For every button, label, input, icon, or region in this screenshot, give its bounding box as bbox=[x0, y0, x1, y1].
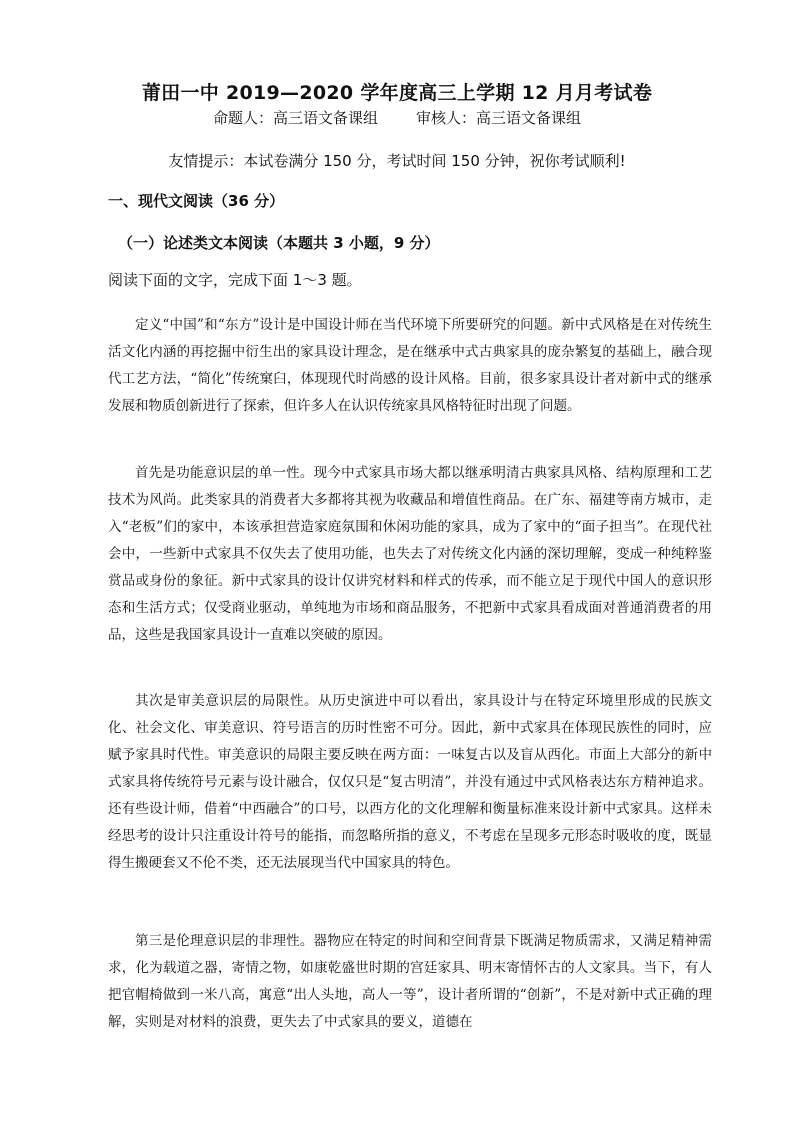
passage-paragraph-2: 首先是功能意识层的单一性。现今中式家具市场大都以继承明清古典家具风格、结构原理和工艺技术为风尚。此类家具的消费者大多都将其视为收藏品和增值性商品。在广东、福建等南方城市，走入“老板”们的家中，本该承担营造家庭氛围和休闲功能的家具，成为了家中的“面子担当”。在现代社会中，一些新中式家具不仅失去了使用功能，也失去了对传统文化内涵的深切理解，变成一种纯粹鉴赏品或身份的象征。新中式家具的设计仅讲究材料和样式的传承，而不能立足于现代中国人的意识形态和生活方式；仅受商业驱动，单纯地为市场和商品服务，不把新中式家具看成面对普通消费者的用品，这些是我国家具设计一直难以突破的原因。 bbox=[108, 465, 712, 643]
passage-paragraph-1: 定义“中国”和“东方”设计是中国设计师在当代环境下所要研究的问题。新中式风格是在对传统生活文化内涵的再挖掘中衍生出的家具设计理念，是在继承中式古典家具的庞杂繁复的基础上，融合现代工艺方法，“简化”传统窠臼，体现现代时尚感的设计风格。目前，很多家具设计者对新中式的继承发展和物质创新进行了探索，但许多人在认识传统家具风格特征时出现了问题。 bbox=[108, 317, 712, 414]
reading-instruction: 阅读下面的文字，完成下面 1～3 题。 bbox=[108, 271, 362, 289]
section-heading: 一、现代文阅读（36 分） bbox=[108, 192, 285, 210]
subsection-heading: （一）论述类文本阅读（本题共 3 小题，9 分） bbox=[118, 234, 440, 252]
reviewer-line: 审核人：高三语文备课组 bbox=[416, 109, 582, 127]
passage-paragraph-3: 其次是审美意识层的局限性。从历史演进中可以看出，家具设计与在特定环境里形成的民族文化、社会文化、审美意识、符号语言的历时性密不可分。因此，新中式家具在体现民族性的同时，应赋予家具时代性。审美意识的局限主要反映在两方面：一味复古以及盲从西化。市面上大部分的新中式家具将传统符号元素与设计融合，仅仅只是“复古明清”，并没有通过中式风格表达东方精神追求。还有些设计师，借着“中西融合”的口号，以西方化的文化理解和衡量标准来设计新中式家具。这样未经思考的设计只注重设计符号的能指，而忽略所指的意义，不考虑在呈现多元形态时吸收的度，既显得生搬硬套又不伦不类，还无法展现当代中国家具的特色。 bbox=[108, 693, 712, 871]
author-line: 命题人：高三语文备课组 bbox=[212, 109, 378, 127]
passage-paragraph-4: 第三是伦理意识层的非理性。器物应在特定的时间和空间背景下既满足物质需求，又满足精神需求，化为载道之器，寄情之物，如康乾盛世时期的宫廷家具、明末寄情怀古的人文家具。当下，有人把官帽椅做到一米八高，寓意“出人头地，高人一等”，设计者所谓的“创新”，不是对新中式正确的理解，实则是对材料的浪费，更失去了中式家具的要义，道德在 bbox=[108, 933, 712, 1030]
friendly-tip: 友情提示：本试卷满分 150 分，考试时间 150 分钟，祝你考试顺利! bbox=[168, 152, 626, 170]
exam-title: 莆田一中 2019—2020 学年度高三上学期 12 月月考试卷 bbox=[141, 82, 653, 104]
byline bbox=[0, 107, 794, 128]
